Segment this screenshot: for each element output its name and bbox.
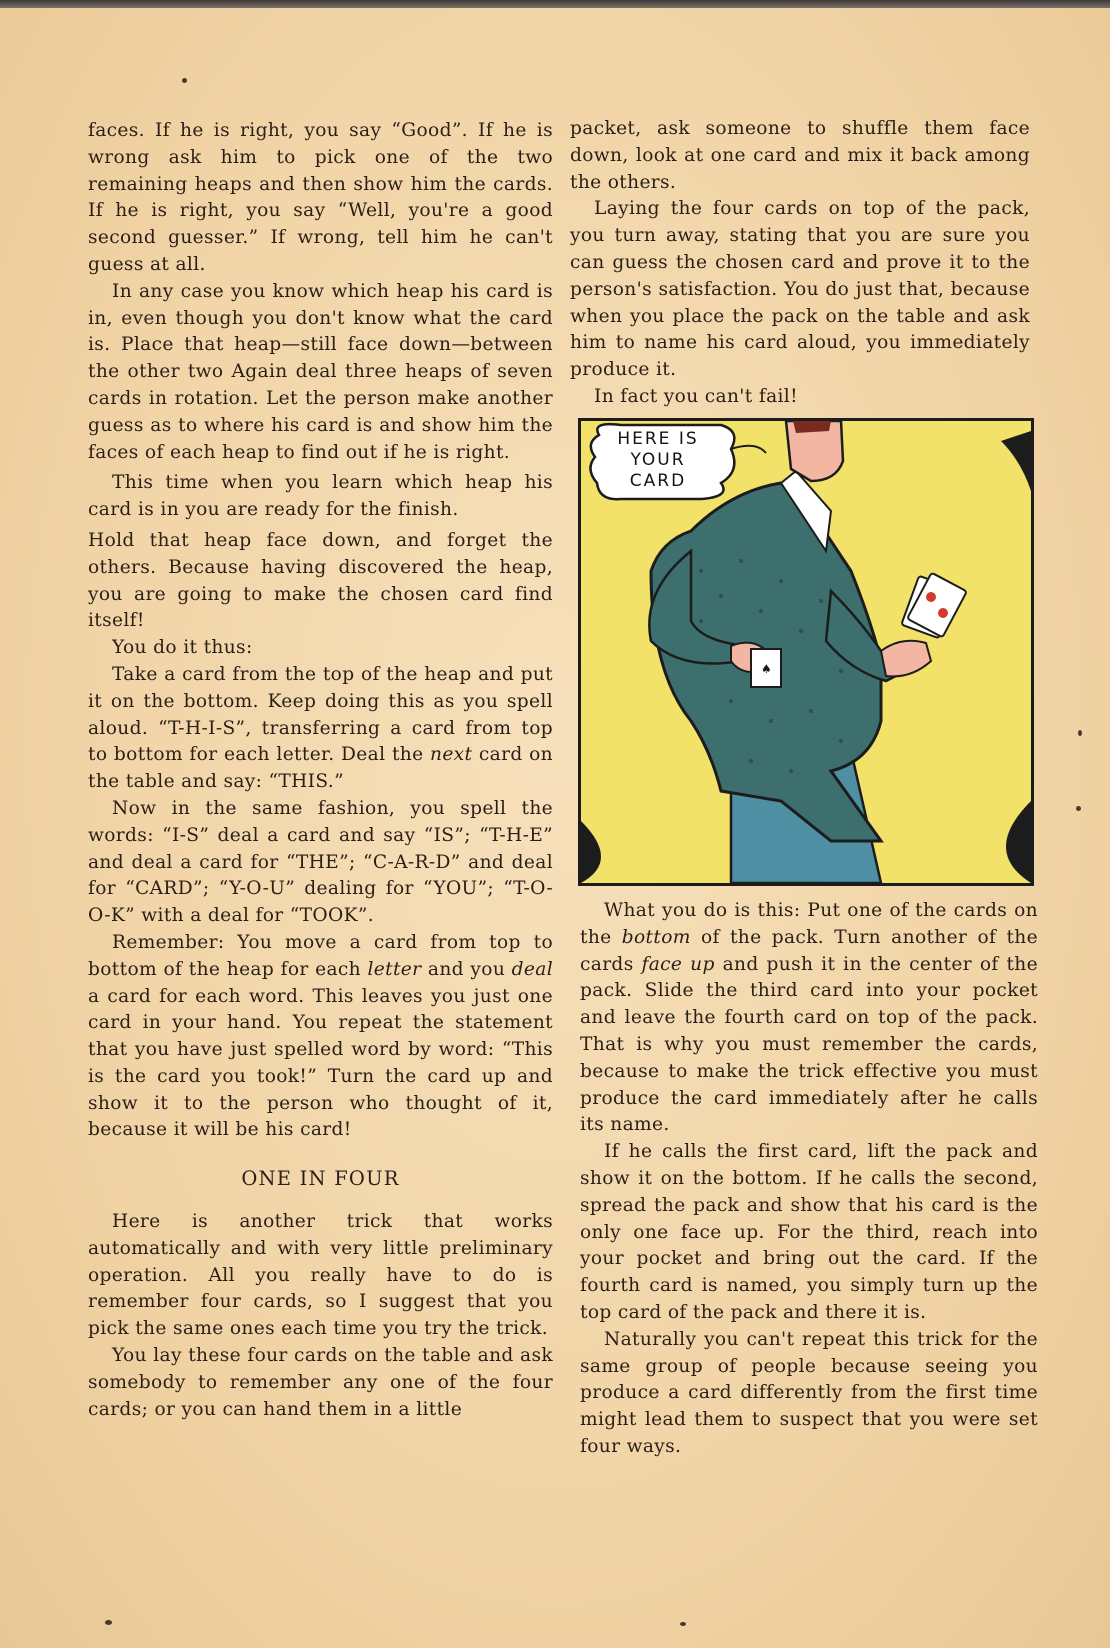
paper-speck <box>105 1620 112 1625</box>
paragraph: If he calls the first card, lift the pack and show it on the bottom. If he calls the second, spread the pack and show that his card is the only one face up. For the third, reach into your pocket and bring out the card. If the fourth card is named, you simply turn up the top card of the pack and there it is. <box>580 1141 1038 1323</box>
paragraph: Laying the four cards on top of the pack, you turn away, stating that you are sure you can guess the chosen card and prove it to the person's satisfaction. You do just that, because when you place the pack on the table and ask him to name his card aloud, you immediately produce it. <box>570 198 1030 381</box>
paper-speck <box>1076 806 1081 811</box>
paragraph <box>88 662 553 796</box>
paragraph: Now in the same fashion, you spell the words: “I-S” deal a card and say “IS”; “T-H-E” and deal a card for “THE”; “C-A-R-D” and deal for “CARD”; “Y-O-U” dealing for “YOU”; “T-O-O-K” with a deal for “TOOK”. <box>88 797 553 927</box>
text-run: a card for each word. This leaves you just one card in your hand. You repeat the statement that you have just spelled word by word: “This is the card you took!” Turn the card up and show it to the person who thought of it, because it will be his card! <box>88 985 553 1141</box>
paper-speck <box>1078 730 1082 736</box>
paper-speck <box>182 78 187 83</box>
paragraph: Hold that heap face down, and forget the others. Because having discovered the heap, you are going to make the chosen card find itself! <box>88 529 553 632</box>
paragraph: Here is another trick that works automatically and with very little preliminary operation. All you really have to do is remember four cards, so I suggest that you pick the same ones each time you try the trick. <box>88 1211 553 1340</box>
paragraph <box>580 898 1038 1139</box>
right-column-bottom <box>580 898 1038 1461</box>
paragraph: faces. If he is right, you say “Good”. If he is wrong ask him to pick one of the two remaining heaps and then show him the cards. If he is right, you say “Well, you're a good second guesser.” If wrong, tell him he can't guess at all. <box>88 120 553 275</box>
text-run: Take a card from the top of the heap and put it on the bottom. Keep doing this as you spell aloud. “T-H-I-S”, transferring a card from top to bottom for each letter. Deal the <box>88 663 553 766</box>
italic-text: face up <box>641 953 715 975</box>
paragraph: Naturally you can't repeat this trick for the same group of people because seeing you produce a card differently from the first time might lead them to suspect that you were set four ways. <box>580 1328 1038 1457</box>
italic-text: letter <box>367 958 422 980</box>
text-run: and you <box>421 958 512 980</box>
italic-text: next <box>430 744 473 766</box>
comic-panel <box>578 418 1034 886</box>
text-run: and push it in the center of the pack. Slide the third card into your pocket and leave the fourth card on top of the pack. That is why you must remember the cards, because to make the trick effective you must produce the card immediately after he calls its name. <box>580 953 1038 1136</box>
paragraph: In fact you can't fail! <box>594 385 798 407</box>
speech-bubble-text: HERE IS YOUR CARD <box>617 429 699 491</box>
italic-text: deal <box>511 958 553 980</box>
italic-text: bottom <box>621 926 691 948</box>
paragraph: You lay these four cards on the table and ask somebody to remember any one of the four cards; or you can hand them in a little <box>88 1345 553 1420</box>
text-run: of the pack. Turn another of the cards <box>580 926 1038 975</box>
paper-speck <box>680 1622 686 1626</box>
paragraph: You do it thus: <box>112 637 253 659</box>
text-run: What you do is this: Put one of the cards on the <box>580 900 1038 948</box>
svg-text:♠: ♠ <box>761 662 772 676</box>
paragraph: This time when you learn which heap his card is in you are ready for the finish. <box>88 472 553 521</box>
paragraph: packet, ask someone to shuffle them face down, look at one card and mix it back among the others. <box>570 118 1030 193</box>
left-column <box>88 118 553 1423</box>
top-edge <box>0 0 1110 8</box>
paragraph <box>88 930 553 1144</box>
section-heading: ONE IN FOUR <box>241 1167 400 1191</box>
paragraph: In any case you know which heap his card is in, even though you don't know what the card is. Place that heap—still face down—between the other two Again deal three heaps of seven cards in rotation. Let the person make another guess as to where his card is and show him the faces of each heap to find out if he is right. <box>88 280 553 463</box>
right-column-top <box>570 116 1030 411</box>
text-run: Remember: You move a card from top to bottom of the heap for each <box>88 931 553 980</box>
text-run: card on the table and say: “THIS.” <box>88 744 553 793</box>
